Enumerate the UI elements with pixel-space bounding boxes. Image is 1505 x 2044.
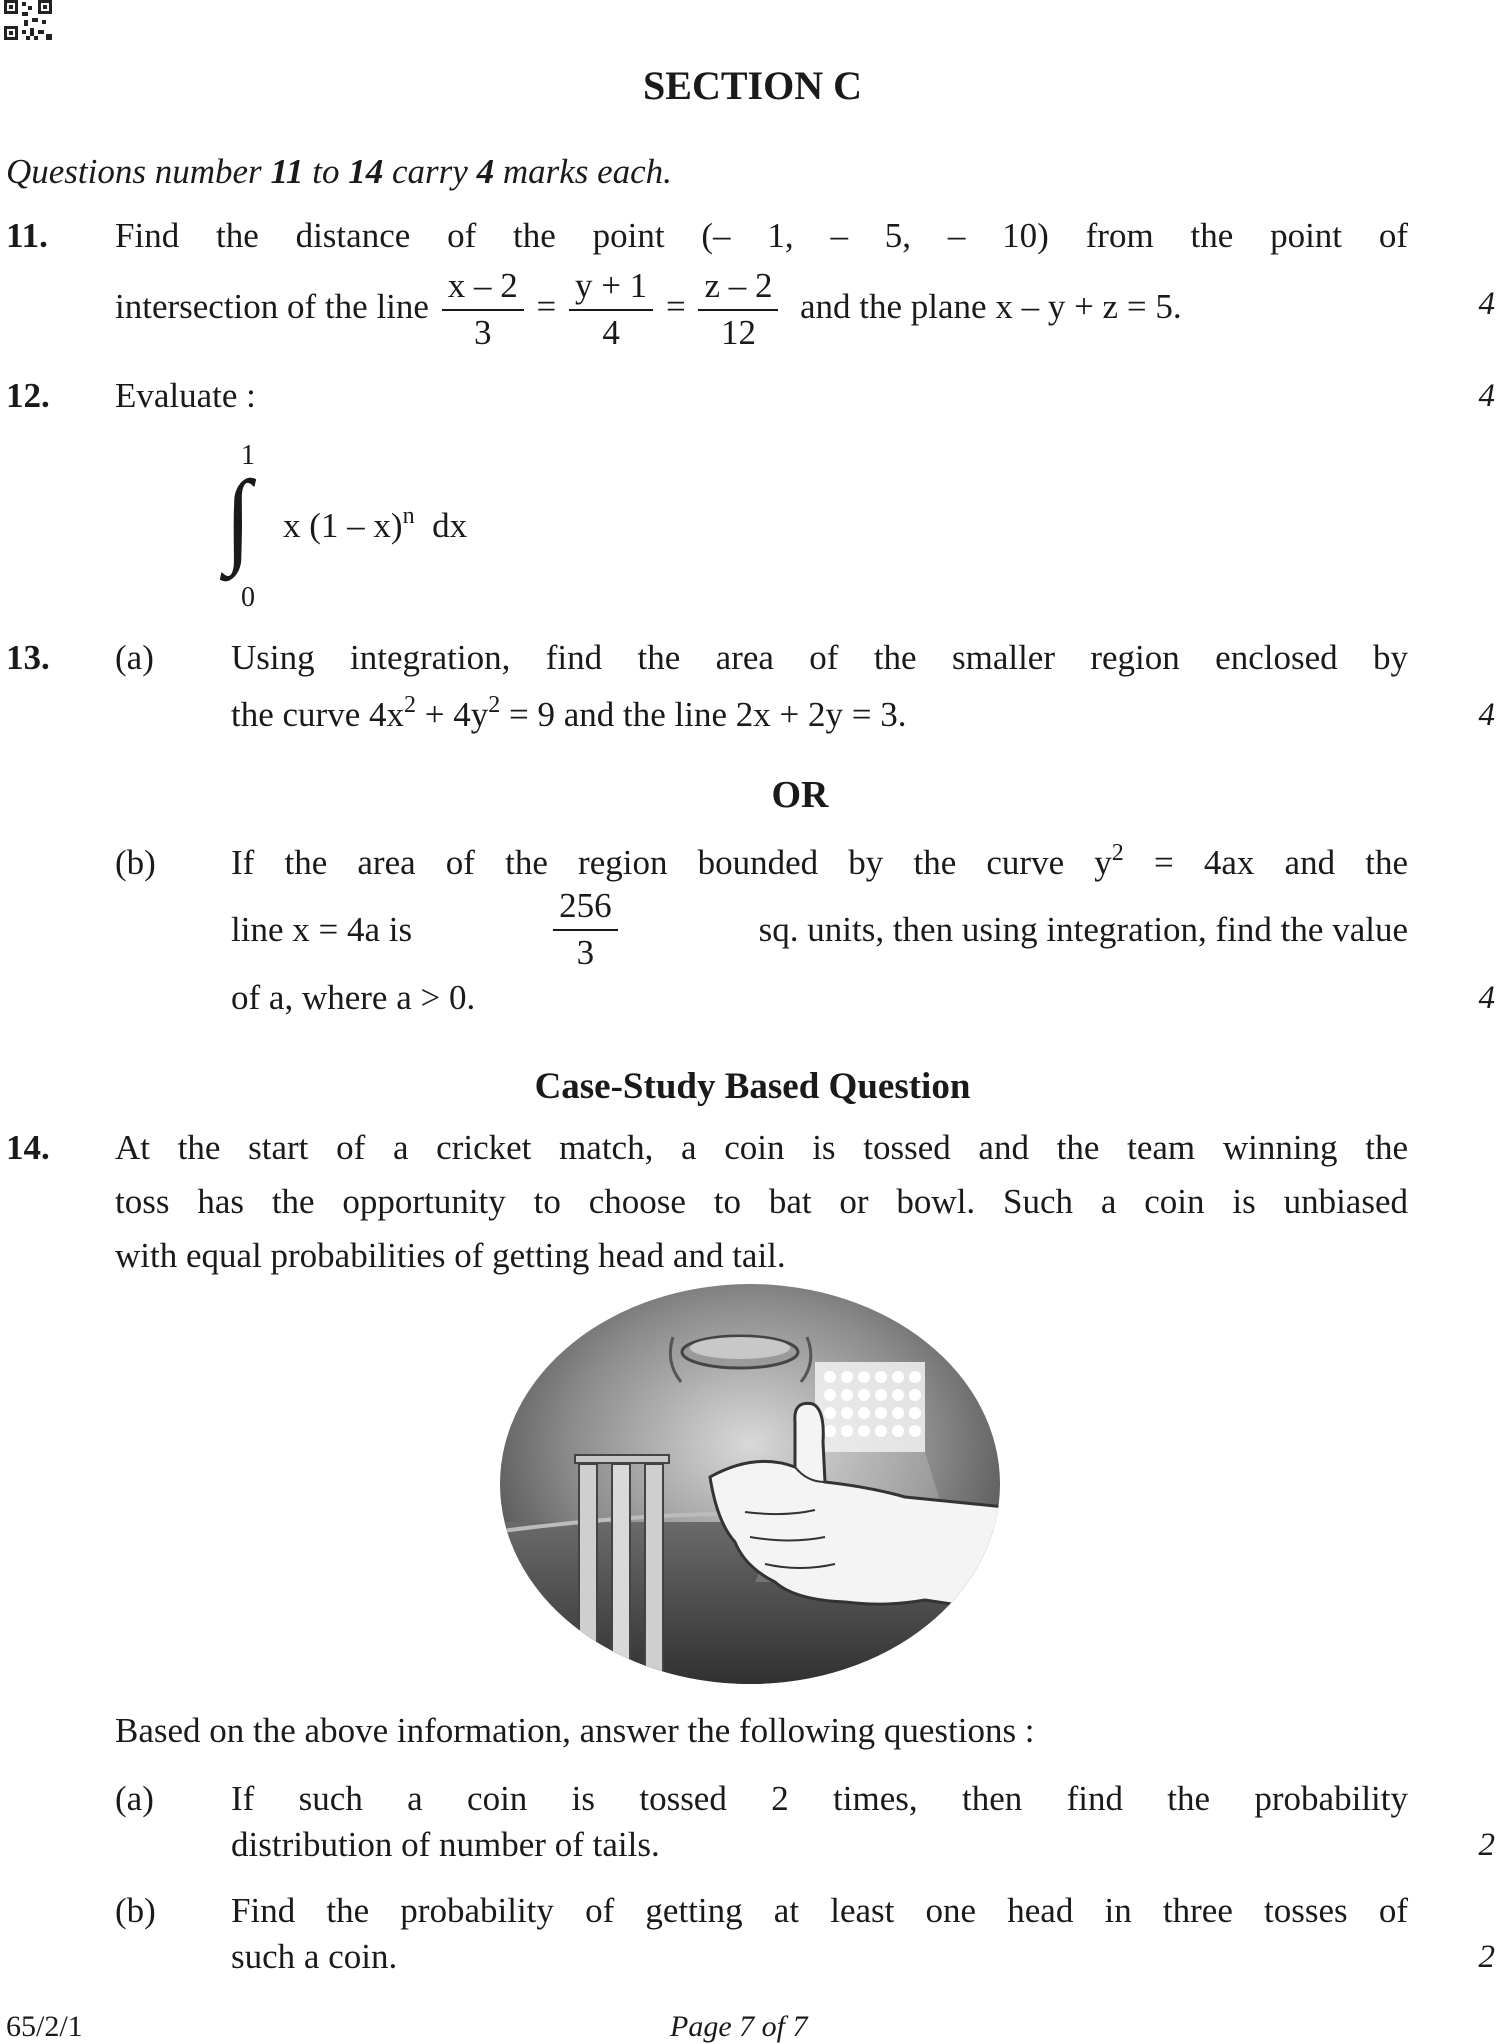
q14-number: 14. <box>6 1128 50 1167</box>
q14-based-on: Based on the above information, answer the following questions : <box>115 1711 1035 1750</box>
q11-line1: Find the distance of the point (– 1, – 5, – 10) from the point of <box>115 216 1408 255</box>
q12-integrand: x (1 – x)$^n$ dx <box>283 503 468 545</box>
q13a-marks: 4 <box>1478 697 1495 733</box>
q14-para-line1: At the start of a cricket match, a coin is tossed and the team winning the <box>115 1128 1408 1167</box>
q13b-line1: If the area of the region bounded by the curve $y^2 = 4ax$ and the <box>231 840 1408 882</box>
q11-fraction-x: $\frac{x - 2}{3}$ <box>442 268 524 352</box>
q12-upper-limit: 1 <box>241 440 255 471</box>
case-study-title: Case-Study Based Question <box>534 1066 971 1107</box>
q13-number: 13. <box>6 638 50 677</box>
q13a-line1: Using integration, find the area of the smaller region enclosed by <box>231 638 1408 677</box>
q14b-label: (b) <box>115 1891 156 1930</box>
q13b-line3: of a, where a > 0. <box>231 978 476 1017</box>
q14a-line1: If such a coin is tossed 2 times, then find the probability <box>231 1779 1408 1818</box>
q14b-line1: Find the probability of getting at least one head in three tosses of <box>231 1891 1408 1930</box>
q14b-marks: 2 <box>1478 1939 1495 1975</box>
q14-para-line2: toss has the opportunity to choose to bat or bowl. Such a coin is unbiased <box>115 1182 1408 1221</box>
q13b-marks: 4 <box>1478 980 1495 1016</box>
q13b-line2: line x = 4a is $\frac{256}{3}$ sq. units, then using integration, find the value <box>231 886 1408 972</box>
or-divider: OR <box>771 774 829 816</box>
q12-number: 12. <box>6 376 50 415</box>
q14b-line2: such a coin. <box>231 1937 398 1976</box>
q13b-fraction: $\frac{256}{3}$ <box>553 888 618 972</box>
q14a-line2: distribution of number of tails. <box>231 1825 660 1864</box>
q11-line2: intersection of the line $\frac{x - 2}{3}$ = $\frac{y + 1}{4}$ = $\frac{z - 2}{12}$ and the plane x – y + z = 5. <box>115 266 1182 352</box>
section-title: SECTION C <box>643 63 862 108</box>
q14a-marks: 2 <box>1478 1827 1495 1863</box>
integral-sign: ∫ <box>225 458 252 577</box>
paper-code: 65/2/1 <box>6 2010 83 2043</box>
q14-para-line3: with equal probabilities of getting head and tail. <box>115 1236 786 1275</box>
q11-marks: 4 <box>1478 286 1495 322</box>
instructions: Questions number 11 to 14 carry 4 marks each. <box>6 152 672 191</box>
q13a-label: (a) <box>115 638 154 677</box>
q13a-line2: the curve $4x^2 + 4y^2 = 9$ and the line 2x + 2y = 3. <box>231 692 907 734</box>
q12-lower-limit: 0 <box>241 582 255 613</box>
coin-toss-illustration <box>495 1282 1005 1687</box>
q13b-label: (b) <box>115 843 156 882</box>
q12-marks: 4 <box>1478 378 1495 414</box>
q11-fraction-z: $\frac{z - 2}{12}$ <box>698 268 778 352</box>
page-number: Page 7 of 7 <box>670 2010 808 2043</box>
q12-label: Evaluate : <box>115 376 256 415</box>
q14a-label: (a) <box>115 1779 154 1818</box>
qr-code <box>4 0 54 42</box>
q11-fraction-y: $\frac{y + 1}{4}$ <box>569 268 653 352</box>
q11-number: 11. <box>6 216 48 255</box>
